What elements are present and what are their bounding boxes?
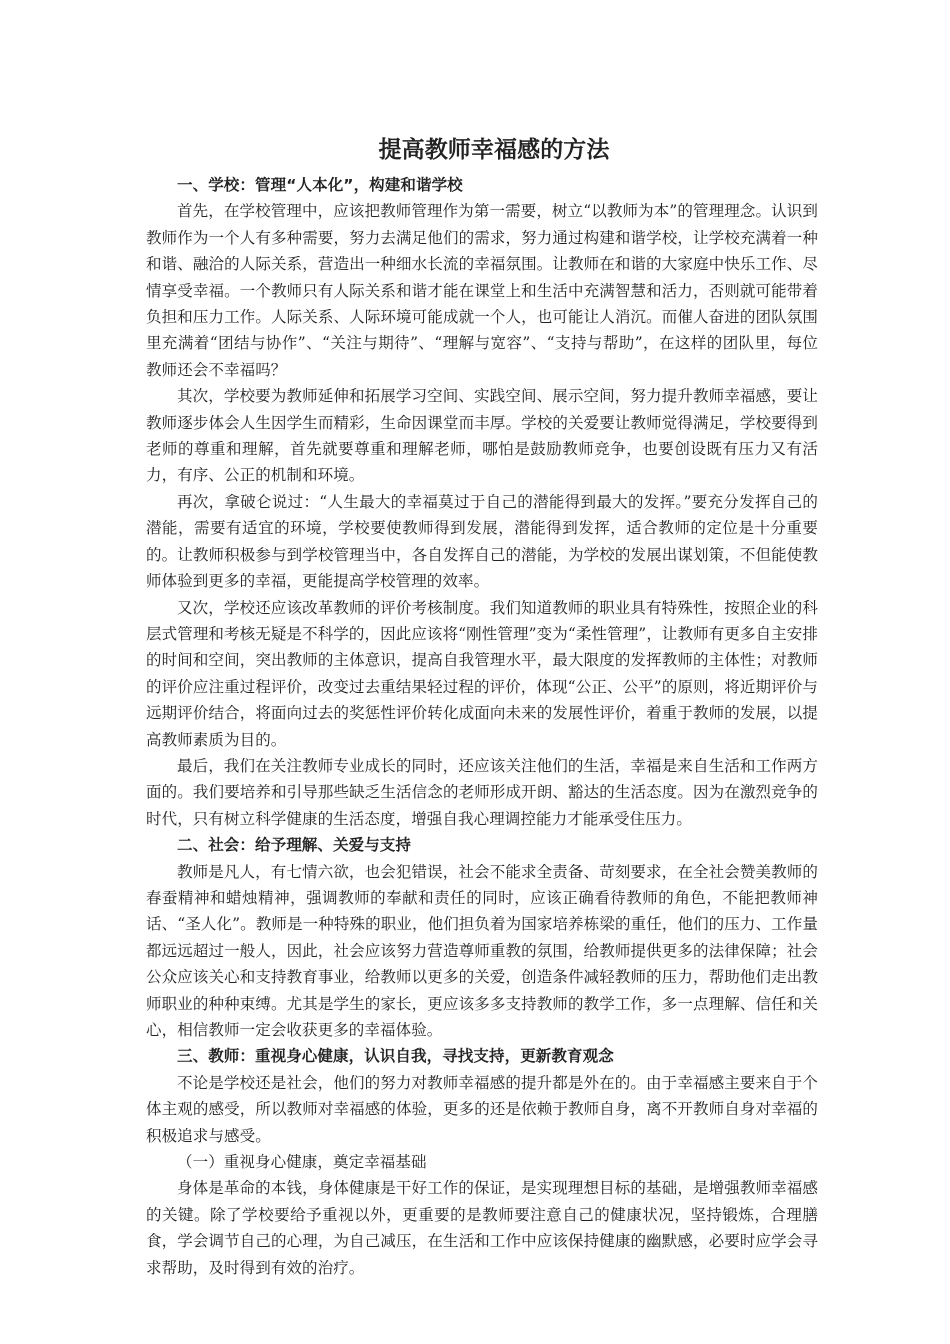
paragraph: 不论是学校还是社会，他们的努力对教师幸福感的提升都是外在的。由于幸福感主要来自于个体主观的感受，所以教师对幸福感的体验，更多的还是依赖于教师自身，离不开教师自身对幸福的积极追求与感受。 [146, 1073, 818, 1145]
paragraph: 身体是革命的本钱，身体健康是干好工作的保证，是实现理想目标的基础，是增强教师幸福感的关键。除了学校要给予重视以外，更重要的是教师要注意自己的健康状况，坚持锻炼，合理膳食，学会调节自己的心理，为自己减压，在生活和工作中应该保持健康的幽默感，必要时应学会寻求帮助，及时得到有效的治疗。 [146, 1179, 818, 1277]
document-body [146, 132, 818, 1281]
paragraph: 首先，在学校管理中，应该把教师管理作为第一需要，树立“以教师为本”的管理理念。认识到教师作为一个人有多种需要，努力去满足他们的需求，努力通过构建和谐学校，让学校充满着一种和谐、融洽的人际关系，营造出一种细水长流的幸福氛围。让教师在和谐的大家庭中快乐工作、尽情享受幸福。一个教师只有人际关系和谐才能在课堂上和生活中充满智慧和活力，否则就可能带着负担和压力工作。人际关系、人际环境可能成就一个人，也可能让人消沉。而催人奋进的团队氛围里充满着“团结与协作”、“关注与期待”、“理解与宽容”、“支持与帮助”，在这样的团队里，每位教师还会不幸福吗？ [146, 202, 818, 379]
section-heading-society: 二、社会：给予理解、关爱与支持 [177, 836, 412, 855]
subsection-heading-health: （一）重视身心健康，奠定幸福基础 [177, 1153, 427, 1172]
section-heading-school: 一、学校：管理“人本化”，构建和谐学校 [177, 176, 463, 194]
document-title: 提高教师幸福感的方法 [378, 137, 610, 163]
paragraph: 其次，学校要为教师延伸和拓展学习空间、实践空间、展示空间，努力提升教师幸福感，要让教师逐步体会人生因学生而精彩，生命因课堂而丰厚。学校的关爱要让教师觉得满足，学校要得到老师的尊重和理解，首先就要尊重和理解老师，哪怕是鼓励教师竞争，也要创设既有压力又有活力，有序、公正的机制和环境。 [146, 387, 818, 485]
paragraph: 再次，拿破仑说过：“人生最大的幸福莫过于自己的潜能得到最大的发挥。”要充分发挥自己的潜能，需要有适宜的环境，学校要使教师得到发展，潜能得到发挥，适合教师的定位是十分重要的。让教师积极参与到学校管理当中，各自发挥自己的潜能，为学校的发展出谋划策，不但能使教师体验到更多的幸福，更能提高学校管理的效率。 [146, 492, 818, 591]
paragraph: 又次，学校还应该改革教师的评价考核制度。我们知道教师的职业具有特殊性，按照企业的科层式管理和考核无疑是不科学的，因此应该将“刚性管理”变为“柔性管理”，让教师有更多自主安排的时间和空间，突出教师的主体意识，提高自我管理水平，最大限度的发挥教师的主体性；对教师的评价应注重过程评价，改变过去重结果轻过程的评价，体现“公正、公平”的原则，将近期评价与远期评价结合，将面向过去的奖惩性评价转化成面向未来的发展性评价，着重于教师的发展，以提高教师素质为目的。 [146, 598, 818, 749]
section-heading-teacher: 三、教师：重视身心健康，认识自我，寻找支持，更新教育观念 [177, 1047, 614, 1066]
paragraph: 最后，我们在关注教师专业成长的同时，还应该关注他们的生活，幸福是来自生活和工作两方面的。我们要培养和引导那些缺乏生活信念的老师形成开朗、豁达的生活态度。因为在激烈竞争的时代，只有树立科学健康的生活态度，增强自我心理调控能力才能承受住压力。 [146, 756, 818, 828]
paragraph: 教师是凡人，有七情六欲，也会犯错误，社会不能求全责备、苛刻要求，在全社会赞美教师的春蚕精神和蜡烛精神，强调教师的奉献和责任的同时，应该正确看待教师的角色，不能把教师神话、“圣人化”。教师是一种特殊的职业，他们担负着为国家培养栋梁的重任，他们的压力、工作量都远远超过一般人，因此，社会应该努力营造尊师重教的氛围，给教师提供更多的法律保障；社会公众应该关心和支持教育事业，给教师以更多的关爱，创造条件减轻教师的压力，帮助他们走出教师职业的种种束缚。尤其是学生的家长，更应该多多支持教师的教学工作，多一点理解、信任和关心，相信教师一定会收获更多的幸福体验。 [146, 862, 818, 1039]
